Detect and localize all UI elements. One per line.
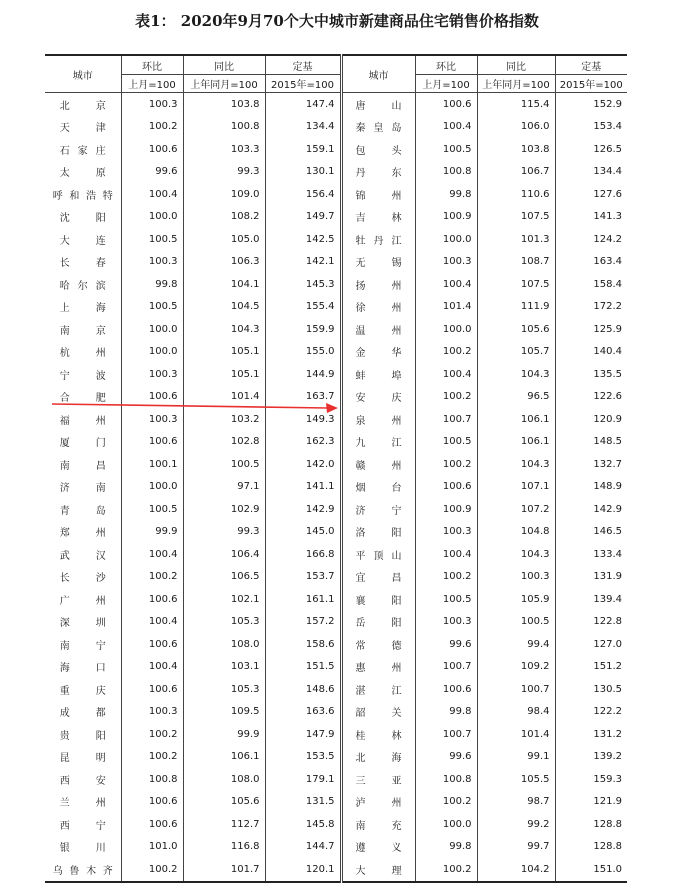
- base-cell: 132.7: [555, 453, 627, 476]
- base-cell: 139.4: [555, 588, 627, 611]
- mom-cell: 100.2: [415, 858, 477, 882]
- yoy-cell: 101.4: [477, 723, 555, 746]
- city-name: 济 宁: [355, 505, 402, 517]
- base-cell: 122.8: [555, 611, 627, 634]
- mom-cell: 100.2: [415, 453, 477, 476]
- yoy-cell: 103.3: [183, 138, 265, 161]
- city-name: 武 汉: [59, 550, 106, 562]
- base-cell: 126.5: [555, 138, 627, 161]
- yoy-cell: 104.8: [477, 521, 555, 544]
- city-name: 青 岛: [59, 505, 106, 517]
- mom-cell: 100.4: [415, 273, 477, 296]
- mom-cell: 100.2: [415, 566, 477, 589]
- mom-cell: 100.3: [121, 363, 183, 386]
- city-name: 烟 台: [355, 483, 402, 495]
- base-column-header: 定基: [265, 55, 341, 75]
- city-name: 湛 江: [355, 685, 402, 697]
- yoy-cell: 107.1: [477, 476, 555, 499]
- yoy-cell: 115.4: [477, 93, 555, 116]
- base-cell: 121.9: [555, 791, 627, 814]
- city-name: 大 连: [59, 235, 106, 247]
- base-cell: 161.1: [265, 588, 341, 611]
- mom-cell: 100.6: [415, 93, 477, 116]
- city-name: 包 头: [355, 145, 402, 157]
- base-cell: 145.0: [265, 521, 341, 544]
- mom-cell: 100.4: [121, 656, 183, 679]
- yoy-cell: 104.5: [183, 296, 265, 319]
- city-name: 遵 义: [355, 843, 402, 855]
- city-name: 洛 阳: [355, 528, 402, 540]
- base-cell: 127.0: [555, 633, 627, 656]
- yoy-cell: 100.3: [477, 566, 555, 589]
- city-name: 太 原: [59, 168, 106, 180]
- yoy-cell: 106.4: [183, 543, 265, 566]
- base-cell: 157.2: [265, 611, 341, 634]
- mom-cell: 100.9: [415, 498, 477, 521]
- yoy-cell: 104.2: [477, 858, 555, 882]
- yoy-cell: 102.8: [183, 431, 265, 454]
- yoy-cell: 103.2: [183, 408, 265, 431]
- base-cell: 158.6: [265, 633, 341, 656]
- yoy-cell: 111.9: [477, 296, 555, 319]
- mom-cell: 100.7: [415, 656, 477, 679]
- base-cell: 159.1: [265, 138, 341, 161]
- city-name: 厦 门: [59, 438, 106, 450]
- base-cell: 147.9: [265, 723, 341, 746]
- mom-cell: 99.6: [415, 633, 477, 656]
- city-name: 北 海: [355, 753, 402, 765]
- city-name: 徐 州: [355, 303, 402, 315]
- city-name: 赣 州: [355, 460, 402, 472]
- base-cell: 159.3: [555, 768, 627, 791]
- base-subheader: 2015年=100: [265, 75, 341, 93]
- yoy-cell: 96.5: [477, 386, 555, 409]
- yoy-subheader: 上年同月=100: [477, 75, 555, 93]
- yoy-cell: 100.7: [477, 678, 555, 701]
- base-cell: 140.4: [555, 341, 627, 364]
- city-column-header: 城市: [45, 55, 121, 93]
- yoy-cell: 106.0: [477, 116, 555, 139]
- yoy-cell: 107.2: [477, 498, 555, 521]
- yoy-cell: 107.5: [477, 206, 555, 229]
- mom-cell: 99.8: [121, 273, 183, 296]
- city-name: 无 锡: [355, 258, 402, 270]
- city-name: 西 宁: [59, 820, 106, 832]
- city-name: 长 沙: [59, 573, 106, 585]
- yoy-cell: 103.8: [183, 93, 265, 116]
- mom-cell: 100.3: [121, 408, 183, 431]
- mom-cell: 100.8: [415, 768, 477, 791]
- city-name: 郑 州: [59, 528, 106, 540]
- mom-cell: 101.0: [121, 836, 183, 859]
- base-cell: 147.4: [265, 93, 341, 116]
- mom-cell: 100.4: [415, 543, 477, 566]
- page-title: 表1： 2020年9月70个大中城市新建商品住宅销售价格指数: [135, 12, 539, 30]
- base-cell: 149.3: [265, 408, 341, 431]
- yoy-cell: 98.4: [477, 701, 555, 724]
- yoy-subheader: 上年同月=100: [183, 75, 265, 93]
- mom-cell: 100.0: [121, 476, 183, 499]
- base-cell: 130.5: [555, 678, 627, 701]
- yoy-cell: 100.8: [183, 116, 265, 139]
- base-cell: 142.1: [265, 251, 341, 274]
- yoy-cell: 99.9: [183, 723, 265, 746]
- city-name: 兰 州: [59, 798, 106, 810]
- base-cell: 163.4: [555, 251, 627, 274]
- city-name: 桂 林: [355, 730, 402, 742]
- base-cell: 135.5: [555, 363, 627, 386]
- mom-cell: 100.6: [121, 633, 183, 656]
- yoy-cell: 99.3: [183, 521, 265, 544]
- mom-cell: 99.8: [415, 836, 477, 859]
- yoy-cell: 106.1: [477, 408, 555, 431]
- base-cell: 153.4: [555, 116, 627, 139]
- mom-cell: 100.2: [415, 386, 477, 409]
- mom-cell: 100.2: [415, 341, 477, 364]
- city-name: 海 口: [59, 663, 106, 675]
- base-cell: 148.9: [555, 476, 627, 499]
- city-name: 金 华: [355, 348, 402, 360]
- yoy-cell: 106.7: [477, 161, 555, 184]
- base-cell: 134.4: [555, 161, 627, 184]
- city-name: 合 肥: [59, 393, 106, 405]
- base-cell: 131.9: [555, 566, 627, 589]
- base-cell: 134.4: [265, 116, 341, 139]
- mom-cell: 100.5: [415, 431, 477, 454]
- yoy-cell: 108.0: [183, 633, 265, 656]
- mom-cell: 100.0: [415, 228, 477, 251]
- mom-cell: 100.2: [121, 858, 183, 882]
- city-name: 宁 波: [59, 370, 106, 382]
- mom-cell: 100.7: [415, 723, 477, 746]
- city-name: 贵 阳: [59, 730, 106, 742]
- base-cell: 151.2: [555, 656, 627, 679]
- city-name: 沈 阳: [59, 213, 106, 225]
- base-cell: 142.5: [265, 228, 341, 251]
- base-cell: 155.4: [265, 296, 341, 319]
- city-name: 呼和浩特: [52, 190, 113, 202]
- yoy-cell: 101.7: [183, 858, 265, 882]
- mom-column-header: 环比: [121, 55, 183, 75]
- yoy-cell: 100.5: [477, 611, 555, 634]
- mom-cell: 100.5: [415, 588, 477, 611]
- base-cell: 127.6: [555, 183, 627, 206]
- base-cell: 179.1: [265, 768, 341, 791]
- yoy-cell: 110.6: [477, 183, 555, 206]
- mom-cell: 100.4: [121, 611, 183, 634]
- base-cell: 120.9: [555, 408, 627, 431]
- mom-cell: 100.9: [415, 206, 477, 229]
- base-cell: 166.8: [265, 543, 341, 566]
- city-name: 南 昌: [59, 460, 106, 472]
- yoy-cell: 105.1: [183, 363, 265, 386]
- mom-column-header: 环比: [415, 55, 477, 75]
- mom-cell: 100.0: [121, 206, 183, 229]
- mom-cell: 100.8: [415, 161, 477, 184]
- city-name: 平顶山: [355, 550, 402, 562]
- base-cell: 130.1: [265, 161, 341, 184]
- yoy-cell: 112.7: [183, 813, 265, 836]
- base-cell: 139.2: [555, 746, 627, 769]
- mom-cell: 100.4: [121, 183, 183, 206]
- city-name: 安 庆: [355, 393, 402, 405]
- base-cell: 158.4: [555, 273, 627, 296]
- mom-cell: 100.8: [121, 768, 183, 791]
- yoy-cell: 105.5: [477, 768, 555, 791]
- base-cell: 153.5: [265, 746, 341, 769]
- city-name: 蚌 埠: [355, 370, 402, 382]
- yoy-cell: 105.1: [183, 341, 265, 364]
- base-cell: 148.6: [265, 678, 341, 701]
- city-name: 扬 州: [355, 280, 402, 292]
- yoy-cell: 105.3: [183, 611, 265, 634]
- base-cell: 133.4: [555, 543, 627, 566]
- mom-cell: 100.5: [121, 296, 183, 319]
- base-cell: 152.9: [555, 93, 627, 116]
- mom-cell: 101.4: [415, 296, 477, 319]
- city-name: 南 宁: [59, 640, 106, 652]
- base-cell: 128.8: [555, 813, 627, 836]
- mom-cell: 100.2: [121, 746, 183, 769]
- mom-cell: 100.6: [121, 138, 183, 161]
- mom-cell: 99.9: [121, 521, 183, 544]
- yoy-cell: 105.0: [183, 228, 265, 251]
- base-cell: 151.0: [555, 858, 627, 882]
- yoy-cell: 104.3: [477, 543, 555, 566]
- city-name: 宜 昌: [355, 573, 402, 585]
- city-name: 北 京: [59, 100, 106, 112]
- yoy-cell: 101.3: [477, 228, 555, 251]
- city-name: 深 圳: [59, 618, 106, 630]
- base-cell: 141.3: [555, 206, 627, 229]
- mom-cell: 100.2: [121, 723, 183, 746]
- city-name: 吉 林: [355, 213, 402, 225]
- yoy-cell: 99.2: [477, 813, 555, 836]
- base-cell: 163.6: [265, 701, 341, 724]
- base-cell: 122.2: [555, 701, 627, 724]
- mom-cell: 99.6: [121, 161, 183, 184]
- base-cell: 146.5: [555, 521, 627, 544]
- city-name: 韶 关: [355, 708, 402, 720]
- city-name: 济 南: [59, 483, 106, 495]
- city-name: 温 州: [355, 325, 402, 337]
- mom-cell: 100.5: [121, 498, 183, 521]
- base-cell: 149.7: [265, 206, 341, 229]
- city-name: 长 春: [59, 258, 106, 270]
- base-cell: 131.5: [265, 791, 341, 814]
- mom-cell: 100.3: [415, 611, 477, 634]
- city-name: 三 亚: [355, 775, 402, 787]
- mom-cell: 100.4: [415, 116, 477, 139]
- yoy-cell: 105.6: [477, 318, 555, 341]
- mom-cell: 100.0: [121, 318, 183, 341]
- mom-cell: 100.6: [121, 588, 183, 611]
- mom-cell: 100.3: [121, 701, 183, 724]
- base-cell: 142.9: [265, 498, 341, 521]
- base-cell: 120.1: [265, 858, 341, 882]
- mom-cell: 99.8: [415, 701, 477, 724]
- yoy-cell: 102.1: [183, 588, 265, 611]
- yoy-cell: 106.1: [477, 431, 555, 454]
- base-cell: 145.8: [265, 813, 341, 836]
- mom-cell: 100.7: [415, 408, 477, 431]
- city-name: 成 都: [59, 708, 106, 720]
- mom-cell: 100.3: [415, 521, 477, 544]
- city-name: 天 津: [59, 123, 106, 135]
- mom-cell: 100.4: [415, 363, 477, 386]
- base-cell: 131.2: [555, 723, 627, 746]
- city-name: 西 安: [59, 775, 106, 787]
- yoy-column-header: 同比: [477, 55, 555, 75]
- mom-cell: 100.3: [121, 93, 183, 116]
- yoy-cell: 107.5: [477, 273, 555, 296]
- yoy-cell: 108.0: [183, 768, 265, 791]
- mom-cell: 100.2: [121, 116, 183, 139]
- mom-cell: 100.6: [121, 813, 183, 836]
- base-cell: 156.4: [265, 183, 341, 206]
- mom-cell: 100.6: [121, 791, 183, 814]
- yoy-cell: 106.5: [183, 566, 265, 589]
- city-name: 牡丹江: [355, 235, 402, 247]
- mom-cell: 100.4: [121, 543, 183, 566]
- mom-cell: 100.3: [121, 251, 183, 274]
- mom-cell: 100.0: [415, 813, 477, 836]
- mom-cell: 100.0: [121, 341, 183, 364]
- city-name: 常 德: [355, 640, 402, 652]
- mom-cell: 100.6: [415, 476, 477, 499]
- city-name: 唐 山: [355, 100, 402, 112]
- yoy-cell: 108.7: [477, 251, 555, 274]
- city-name: 秦皇岛: [355, 123, 402, 135]
- yoy-cell: 102.9: [183, 498, 265, 521]
- base-cell: 125.9: [555, 318, 627, 341]
- mom-cell: 100.2: [415, 791, 477, 814]
- mom-cell: 100.6: [121, 386, 183, 409]
- base-cell: 153.7: [265, 566, 341, 589]
- city-name: 福 州: [59, 415, 106, 427]
- base-cell: 142.9: [555, 498, 627, 521]
- yoy-cell: 105.6: [183, 791, 265, 814]
- yoy-cell: 109.5: [183, 701, 265, 724]
- mom-subheader: 上月=100: [121, 75, 183, 93]
- mom-cell: 100.0: [415, 318, 477, 341]
- mom-cell: 99.8: [415, 183, 477, 206]
- city-name: 丹 东: [355, 168, 402, 180]
- yoy-cell: 99.3: [183, 161, 265, 184]
- mom-cell: 100.6: [415, 678, 477, 701]
- base-cell: 142.0: [265, 453, 341, 476]
- mom-cell: 100.6: [121, 678, 183, 701]
- mom-cell: 100.1: [121, 453, 183, 476]
- base-cell: 122.6: [555, 386, 627, 409]
- city-name: 南 京: [59, 325, 106, 337]
- yoy-cell: 106.3: [183, 251, 265, 274]
- city-column-header: 城市: [341, 55, 415, 93]
- yoy-cell: 104.3: [477, 363, 555, 386]
- yoy-cell: 108.2: [183, 206, 265, 229]
- yoy-cell: 104.1: [183, 273, 265, 296]
- yoy-cell: 97.1: [183, 476, 265, 499]
- base-cell: 159.9: [265, 318, 341, 341]
- base-cell: 151.5: [265, 656, 341, 679]
- yoy-cell: 109.2: [477, 656, 555, 679]
- yoy-cell: 100.5: [183, 453, 265, 476]
- yoy-cell: 105.9: [477, 588, 555, 611]
- yoy-cell: 116.8: [183, 836, 265, 859]
- city-name: 大 理: [355, 865, 402, 877]
- city-name: 石家庄: [59, 145, 106, 157]
- mom-cell: 99.6: [415, 746, 477, 769]
- city-name: 襄 阳: [355, 595, 402, 607]
- mom-cell: 100.5: [415, 138, 477, 161]
- base-cell: 155.0: [265, 341, 341, 364]
- yoy-cell: 105.3: [183, 678, 265, 701]
- mom-cell: 100.3: [415, 251, 477, 274]
- city-name: 泸 州: [355, 798, 402, 810]
- city-name: 九 江: [355, 438, 402, 450]
- city-name: 重 庆: [59, 685, 106, 697]
- city-name: 银 川: [59, 843, 106, 855]
- base-subheader: 2015年=100: [555, 75, 627, 93]
- base-column-header: 定基: [555, 55, 627, 75]
- yoy-column-header: 同比: [183, 55, 265, 75]
- city-name: 广 州: [59, 595, 106, 607]
- yoy-cell: 101.4: [183, 386, 265, 409]
- yoy-cell: 99.7: [477, 836, 555, 859]
- city-name: 上 海: [59, 303, 106, 315]
- mom-subheader: 上月=100: [415, 75, 477, 93]
- yoy-cell: 99.4: [477, 633, 555, 656]
- base-cell: 144.7: [265, 836, 341, 859]
- city-name: 锦 州: [355, 190, 402, 202]
- city-name: 哈尔滨: [59, 280, 106, 292]
- city-name: 南 充: [355, 820, 402, 832]
- city-name: 泉 州: [355, 415, 402, 427]
- mom-cell: 100.2: [121, 566, 183, 589]
- arrow-head: [326, 403, 338, 413]
- base-cell: 163.7: [265, 386, 341, 409]
- yoy-cell: 99.1: [477, 746, 555, 769]
- city-name: 惠 州: [355, 663, 402, 675]
- base-cell: 144.9: [265, 363, 341, 386]
- mom-cell: 100.5: [121, 228, 183, 251]
- city-name: 昆 明: [59, 753, 106, 765]
- city-name: 乌鲁木齐: [52, 865, 113, 877]
- yoy-cell: 104.3: [477, 453, 555, 476]
- base-cell: 124.2: [555, 228, 627, 251]
- city-name: 岳 阳: [355, 618, 402, 630]
- mom-cell: 100.6: [121, 431, 183, 454]
- yoy-cell: 103.8: [477, 138, 555, 161]
- base-cell: 148.5: [555, 431, 627, 454]
- arrow-shaft: [52, 404, 328, 408]
- base-cell: 128.8: [555, 836, 627, 859]
- base-cell: 172.2: [555, 296, 627, 319]
- yoy-cell: 103.1: [183, 656, 265, 679]
- yoy-cell: 105.7: [477, 341, 555, 364]
- yoy-cell: 106.1: [183, 746, 265, 769]
- base-cell: 141.1: [265, 476, 341, 499]
- base-cell: 145.3: [265, 273, 341, 296]
- base-cell: 162.3: [265, 431, 341, 454]
- yoy-cell: 109.0: [183, 183, 265, 206]
- yoy-cell: 104.3: [183, 318, 265, 341]
- yoy-cell: 98.7: [477, 791, 555, 814]
- city-name: 杭 州: [59, 348, 106, 360]
